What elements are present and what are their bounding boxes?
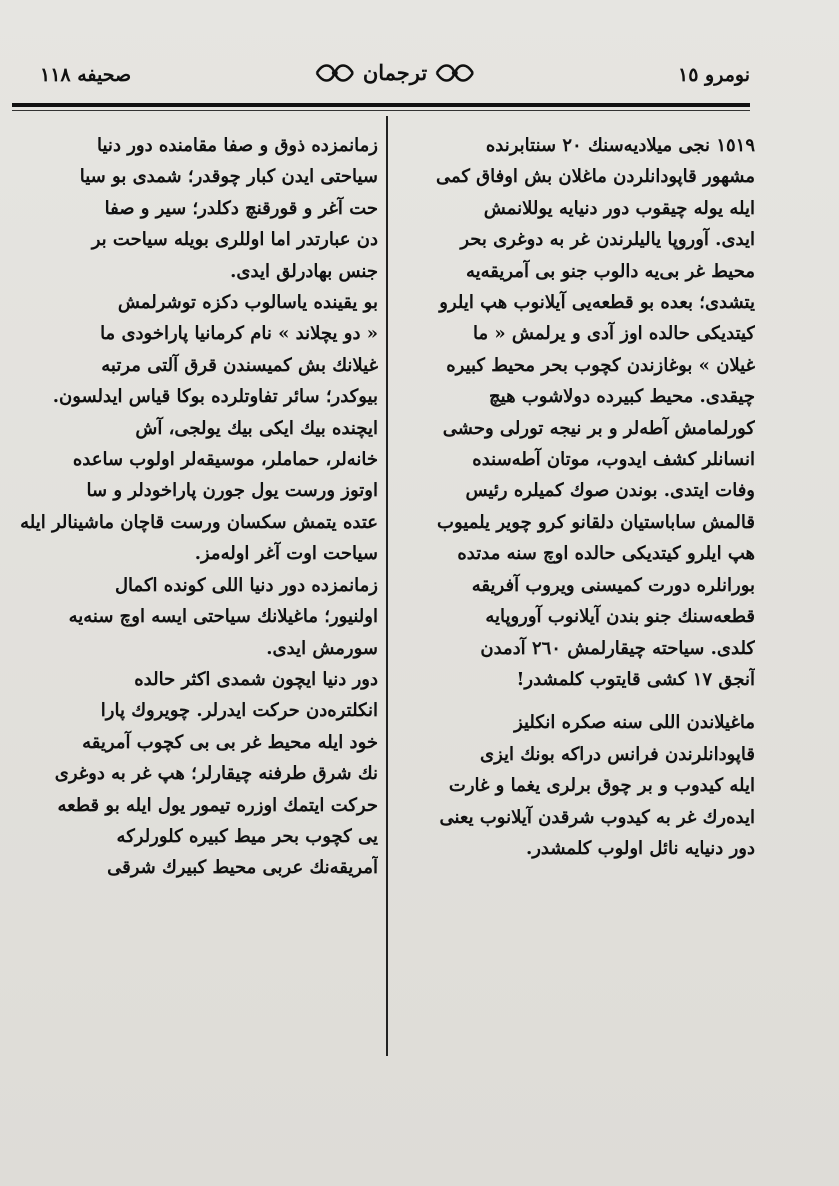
paragraph bbox=[10, 287, 378, 570]
ornament-icon bbox=[435, 61, 475, 85]
text-line: وفات ایتدی. بوندن صوك کمیلره رئیس bbox=[465, 480, 755, 502]
text-line: یتشدی؛ بعده بو قطعه‌یی آیلانوب هپ ایلرو bbox=[439, 292, 755, 314]
text-line: کلدی. سیاحته چیقارلمش ٢٦٠ آدمدن bbox=[480, 637, 755, 659]
page-number: صحيفه ١١٨ bbox=[40, 64, 132, 86]
text-line: زمانمزده ذوق و صفا مقامنده دور دنیا bbox=[97, 135, 378, 156]
left-column bbox=[10, 130, 378, 884]
text-line: انسانلر کشف ایدوب، موتان آطه‌سنده bbox=[472, 449, 755, 471]
text-line: دور دنیایه نائل اولوب کلمشدر. bbox=[525, 837, 755, 859]
text-line: یی کچوب بحر میط کبیره کلورلرکه bbox=[116, 825, 378, 847]
text-line: مشهور قاپودانلردن ماغلان بش اوفاق کمی bbox=[435, 166, 755, 188]
text-line: قالمش ساباستیان دلقانو کرو چویر یلمیوب bbox=[437, 511, 755, 533]
text-line: هپ ایلرو کیتدیکی حالده اوچ سنه مدتده bbox=[457, 543, 755, 565]
text-line: بیوکدر؛ سائر تفاوتلرده بوکا قیاس ایدلسون. bbox=[52, 386, 378, 408]
text-line: چیقدی. محیط کبیرده دولاشوب هیچ bbox=[489, 386, 755, 408]
text-line: دور دنیا ایچون شمدی اکثر حالده bbox=[134, 668, 378, 690]
text-line: سیاحت اوت آغر اوله‌مز. bbox=[194, 543, 378, 565]
text-line: قطعه‌سنك جنو بندن آیلانوب آوروپایه bbox=[485, 606, 755, 628]
text-line: حرکت ایتمك اوزره تیمور یول ایله بو قطعه bbox=[57, 794, 378, 816]
header-rule bbox=[12, 103, 750, 107]
masthead bbox=[315, 60, 475, 85]
text-line: دن عبارتدر اما اوللری بویله سیاحت بر bbox=[91, 229, 378, 251]
text-line: خانه‌لر، حماملر، موسیقه‌لر اولوب ساعده bbox=[72, 449, 378, 471]
text-line: عتده یتمش سکسان ورست قاچان ماشینالر ایله bbox=[20, 511, 378, 533]
text-line: ایده‌رك غر به کیدوب شرقدن آیلانوب یعنی bbox=[439, 806, 755, 828]
text-line: ایدی. آوروپا یالیلرندن غر به دوغری بحر bbox=[460, 229, 755, 251]
text-line: سورمش ایدی. bbox=[266, 637, 378, 659]
page-header bbox=[40, 60, 750, 100]
text-line: سیاحتی ایدن کبار چوقدر؛ شمدی بو سیا bbox=[79, 166, 378, 188]
text-line: جنس بهادرلق ایدی. bbox=[230, 260, 378, 282]
text-line: ١٥١٩ نجی میلادیه‌سنك ٢٠ سنتابرنده bbox=[485, 135, 755, 156]
text-line: کیتدیکی حالده اوز آدی و یرلمش « ما bbox=[472, 323, 755, 345]
column-divider bbox=[386, 116, 388, 1056]
text-line: کورلمامش آطه‌لر و بر نیجه تورلی وحشی bbox=[442, 417, 755, 439]
text-line: ایچنده بیك ایکی بیك یولجی، آش bbox=[135, 417, 378, 439]
text-line: آمریقه‌نك عربی محیط کبیرك شرقی bbox=[107, 857, 378, 879]
header-rule-thin bbox=[12, 110, 750, 111]
text-line: حت آغر و قورقنچ دکلدر؛ سیر و صفا bbox=[104, 197, 378, 219]
text-line: بورانلره دورت کمیسنی ویروب آفریقه bbox=[471, 574, 755, 596]
text-line: خود ایله محیط غر بی بی کچوب آمریقه bbox=[82, 731, 378, 753]
text-line: آنجق ١٧ کشی قایتوب کلمشدر! bbox=[516, 668, 755, 690]
text-line: نك شرق طرفنه چیقارلر؛ هپ غر به دوغری bbox=[54, 763, 378, 785]
text-line: غیلان » بوغازندن کچوب بحر محیط کبیره bbox=[446, 354, 755, 376]
text-line: زمانمزده دور دنیا اللی کونده اکمال bbox=[114, 574, 378, 596]
paragraph bbox=[400, 130, 755, 695]
text-line: قاپودانلرندن فرانس دراکه بونك ایزی bbox=[479, 743, 755, 765]
text-line: غیلانك بش کمیسندن قرق آلتی مرتبه bbox=[101, 354, 378, 376]
paragraph bbox=[10, 664, 378, 884]
text-line: ایله کیدوب و بر چوق برلری یغما و غارت bbox=[448, 775, 755, 797]
right-column bbox=[400, 130, 755, 864]
text-line: ایله یوله چیقوب دور دنیایه یوللانمش bbox=[483, 197, 755, 219]
text-line: بو یقینده یاسالوب دکزه توشرلمش bbox=[117, 292, 378, 314]
text-line: محیط غر بی‌یه دالوب جنو بی آمریقه‌یه bbox=[465, 260, 755, 282]
paragraph bbox=[400, 707, 755, 864]
paragraph bbox=[10, 570, 378, 664]
text-line: اولنیور؛ ماغیلانك سیاحتی ایسه اوچ سنه‌یه bbox=[68, 606, 378, 628]
paragraph bbox=[10, 130, 378, 287]
text-line: ماغیلاندن اللی سنه صکره انکلیز bbox=[514, 712, 755, 734]
text-line: « دو یچلاند » نام کرمانیا پاراخودی ما bbox=[100, 323, 378, 345]
text-line: اوتوز ورست یول جورن پاراخودلر و سا bbox=[86, 480, 378, 502]
newspaper-title: ترجمان bbox=[362, 60, 428, 85]
issue-number: نومرو ١٥ bbox=[678, 64, 750, 86]
paragraph-gap bbox=[400, 695, 755, 707]
ornament-icon bbox=[315, 61, 355, 85]
text-line: انکلتره‌دن حرکت ایدرلر. چویروك پارا bbox=[100, 700, 378, 722]
